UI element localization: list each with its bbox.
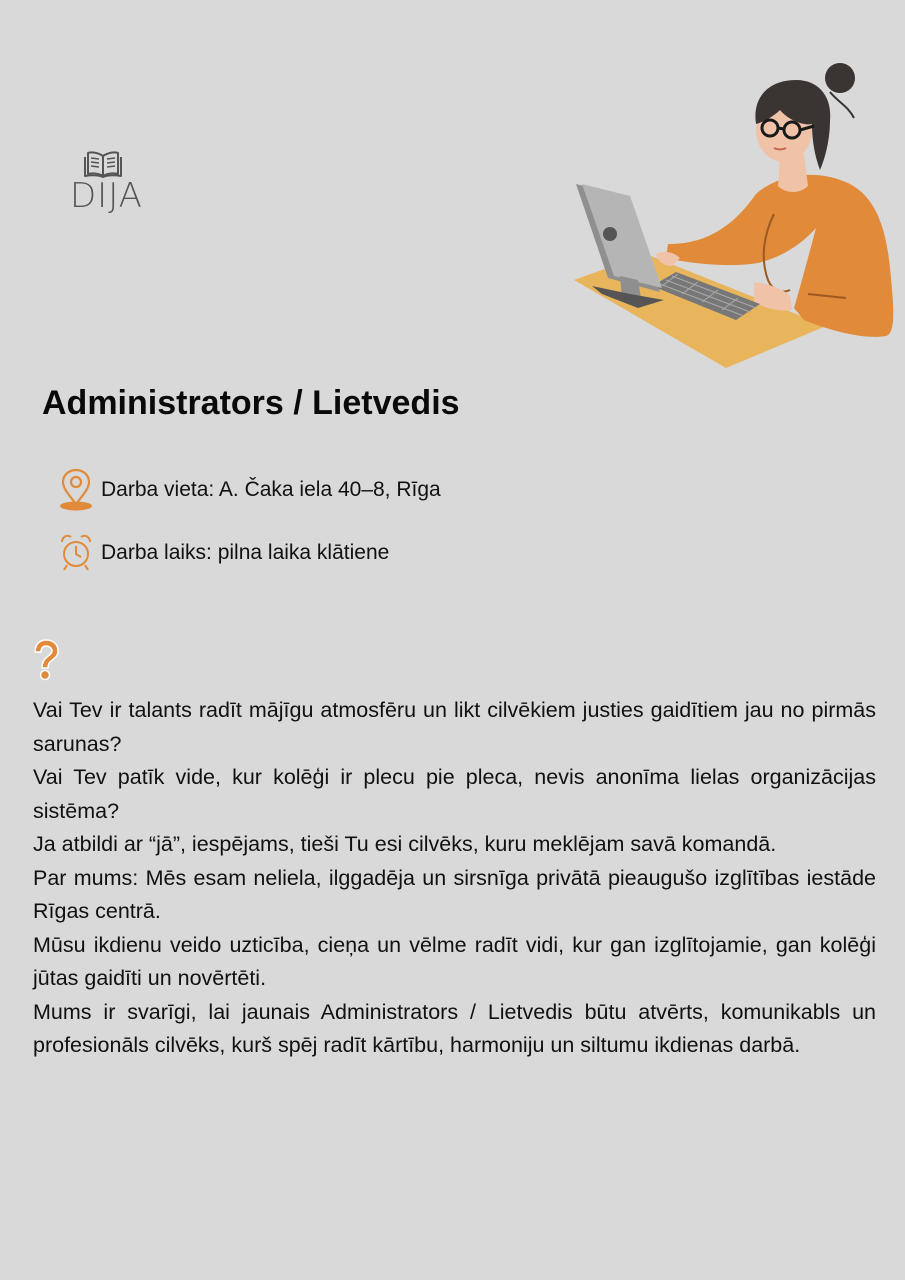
woman-at-computer-illustration <box>568 58 900 370</box>
location-pin-icon <box>56 468 96 512</box>
paragraph: Vai Tev ir talants radīt mājīgu atmosfēru un likt cilvēkiem justies gaidītiem jau no pirmās sarunas? <box>33 698 876 756</box>
work-place-text: Darba vieta: A. Čaka iela 40–8, Rīga <box>101 478 441 501</box>
work-place-row <box>56 468 441 512</box>
work-time-text: Darba laiks: pilna laika klātiene <box>101 541 390 564</box>
paragraph: Ja atbildi ar “jā”, iespējams, tieši Tu esi cilvēks, kuru meklējam savā komandā. <box>33 832 777 856</box>
page-title: Administrators / Lietvedis <box>42 384 460 422</box>
paragraph: Vai Tev patīk vide, kur kolēģi ir plecu pie pleca, nevis anonīma lielas organizācijas sistēma? <box>33 765 876 823</box>
open-book-icon <box>70 148 136 178</box>
alarm-clock-icon <box>56 531 96 575</box>
paragraph: Mums ir svarīgi, lai jaunais Administrators / Lietvedis būtu atvērts, komunikabls un profesionāls cilvēks, kurš spēj radīt kārtību, harmoniju un siltumu ikdienas darbā. <box>33 999 876 1057</box>
paragraph: Par mums: Mēs esam neliela, ilggadēja un sirsnīga privātā pieaugušo izglītības iestāde Rīgas centrā. <box>33 865 876 923</box>
question-mark-icon <box>30 638 62 682</box>
logo <box>70 148 143 220</box>
logo-text: DIJA <box>70 176 143 216</box>
paragraph: Mūsu ikdienu veido uzticība, cieņa un vēlme radīt vidi, kur gan izglītojamie, gan kolēģi jūtas gaidīti un novērtēti. <box>33 932 876 990</box>
description <box>33 694 876 1063</box>
work-time-row <box>56 531 389 575</box>
